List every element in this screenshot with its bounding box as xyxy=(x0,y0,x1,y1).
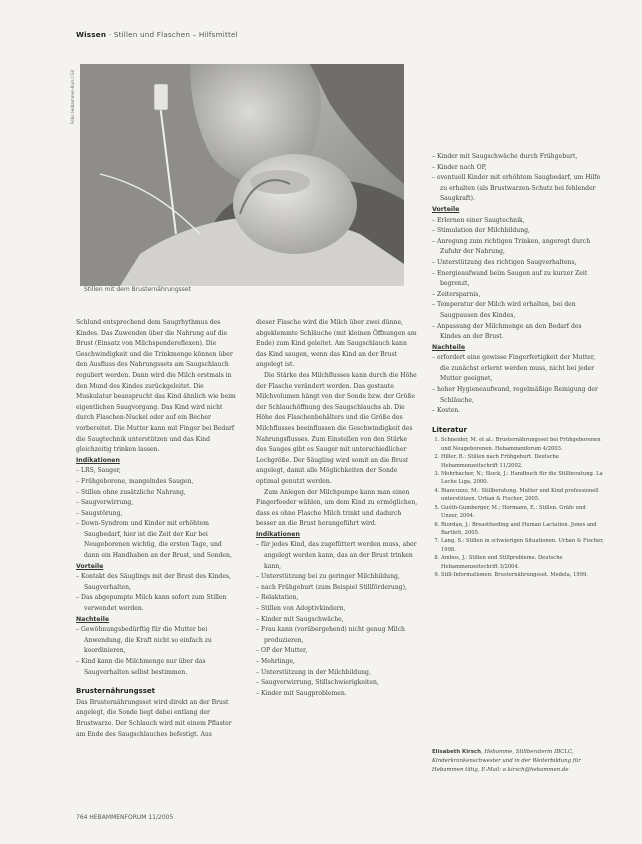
col3-advantages-list xyxy=(432,216,604,343)
literature-item: 3. Mohrbacher, N.; Stock, J.: Handbuch für die Stillberatung. La Leche Liga, 2000. xyxy=(441,470,604,487)
literature-list xyxy=(432,436,604,579)
header-subsection: · Stillen und Flaschen – Hilfsmittel xyxy=(108,30,238,39)
literature-item: 9. Still-Informationen: Brusternährungsset. Medela, 1999. xyxy=(441,571,604,579)
list-item: – Mehrlinge, xyxy=(256,657,419,668)
list-item: – Frau kann (vorübergehend) nicht genug Milch produzieren, xyxy=(256,625,419,646)
running-header xyxy=(76,30,238,39)
column-2 xyxy=(256,318,419,699)
list-item: – Gewöhnungsbedürftig für die Mutter bei Anwendung, die Kraft nicht so einfach zu koordinieren, xyxy=(76,625,238,657)
literature-item: 5. Guóth-Gumberger, M.; Hormann, E.: Stillen. Gräfe und Unzer, 2004. xyxy=(441,504,604,521)
author-name: Elisabeth Kirsch xyxy=(432,749,481,755)
literature-heading: Literatur xyxy=(432,425,467,434)
col3-continued-list xyxy=(432,152,604,205)
photo-caption: Stillen mit dem Brusternährungsset xyxy=(84,286,191,293)
list-item: – hoher Hygieneaufwand, regelmäßige Reinigung der Schläuche, xyxy=(432,385,604,406)
col2-paragraph-2: Die Stärke des Milchflusses kann durch die Höhe der Flasche verändert werden. Das gestaute Milchvolumen hängt von der Sonde bzw. der Größe der Schlauchöffnung des Saugschlauchs ab. Die Höhe des Flaschenbehälters und die Größe des Milchflusses beeinflussen die Geschwindigkeit des Nahrungsflusses. Zum Einstellen von den Stärke des Sauges gibt es Sauger mit unterschiedlicher Lochgröße. Der Säugling wird somit an die Brust angelegt, damit alle Möglichkeiten der Sonde optimal genutzt werden. xyxy=(256,371,417,485)
col3-advantages-heading: Vorteile xyxy=(432,205,460,213)
col2-paragraph-3: Zum Anlegen der Milchpumpe kann man einen Fingerfeeder wählen, um dem Kind zu ermöglichen, dass es ohne Flasche Milch trinkt und dadurch besser an die Brust herangeführt wird. xyxy=(256,488,418,528)
col1-disadvantages-list xyxy=(76,625,238,678)
breastfeeding-photo xyxy=(80,64,404,286)
list-item: – Kind kann die Milchmenge nur über das Saugverhalten selbst bestimmen. xyxy=(76,657,238,678)
list-item: – Kinder nach OP, xyxy=(432,163,604,174)
photo-credit: Foto: Hebammen-Kurs / Gil xyxy=(70,70,75,124)
list-item: – Energieaufwand beim Saugen auf zu kurzer Zeit begrenzt, xyxy=(432,269,604,290)
column-3 xyxy=(432,152,604,579)
column-1 xyxy=(76,318,238,740)
list-item: – Kinder mit Saugproblemen. xyxy=(256,689,419,700)
list-item: – OP der Mutter, xyxy=(256,646,419,657)
list-item: – Temperatur der Milch wird erhalten, bei den Saugpausen des Kindes, xyxy=(432,300,604,321)
col2-indications-heading: Indikationen xyxy=(256,530,300,538)
list-item: – erfordert eine gewisse Fingerfertigkeit der Mutter, die zunächst erlernt werden muss, nicht bei jeder Mutter geeignet, xyxy=(432,353,604,385)
col1-advantages-list xyxy=(76,572,238,614)
col1-indications-heading: Indikationen xyxy=(76,456,120,464)
journal-name: HEBAMMENFORUM 11/2005 xyxy=(89,814,174,821)
list-item: – Saugstörung, xyxy=(76,509,238,520)
list-item: – Anregung zum richtigen Trinken, angeregt durch Zufuhr der Nahrung, xyxy=(432,237,604,258)
literature-item: 2. Hiller, B.: Stillen nach Frühgeburt. Deutsche Hebammenzeitschrift 11/2002. xyxy=(441,453,604,470)
literature-item: 7. Lang, S.: Stillen in schwierigen Situationen. Urban & Fischer, 1998. xyxy=(441,537,604,554)
col1-disadvantages-heading: Nachteile xyxy=(76,615,110,623)
list-item: – Anpassung der Milchmenge an den Bedarf des Kindes an der Brust. xyxy=(432,322,604,343)
col1-section-text: Das Brusternährungsset wird direkt an der Brust angelegt, die Sonde liegt dabei entlang der Brustwarze. Der Schlauch wird mit einem Pflaster am Ende des Saugschlauches befestigt. Aus xyxy=(76,698,232,738)
list-item: – Relaktation, xyxy=(256,593,419,604)
list-item: – Erlernen einer Saugtechnik, xyxy=(432,216,604,227)
list-item: – Frühgeborene, mangelndes Saugen, xyxy=(76,477,238,488)
page-number: 764 xyxy=(76,814,88,821)
list-item: – Stillen von Adoptivkindern, xyxy=(256,604,419,615)
list-item: – eventuell Kinder mit erhöhtem Saugbedarf, um Hilfe zu erhalten (als Brustwarzen-Schutz bei fehlender Saugkraft). xyxy=(432,173,604,205)
col1-advantages-heading: Vorteile xyxy=(76,562,104,570)
list-item: – Saugverwirrung, xyxy=(76,498,238,509)
col1-section-heading: Brusternährungsset xyxy=(76,687,156,696)
col1-indications-list xyxy=(76,466,238,561)
list-item: – Stimulation der Milchbildung, xyxy=(432,226,604,237)
list-item: – Kinder mit Saugschwäche durch Frühgeburt, xyxy=(432,152,604,163)
list-item: – Kinder mit Saugschwäche, xyxy=(256,615,419,626)
col1-paragraph: Schlund entsprechend dem Saugrhythmus des Kindes. Das Zuwenden über die Nahrung auf die Brust (Einsatz von Milchspendereflexen). Die Geschwindigkeit und die Trinkmenge können über den Ausfluss des Nahrungssets am Saugschlauch reguliert werden. Dann wird die Milch erstmals in den Mund des Kindes zurückgeleitet. Die Muskulatur beansprucht das Kind ähnlich wie beim eigentlichen Saugvorgang. Das Kind wird nicht durch Flaschen-Nuckel oder auf ein Becher vorbereitet. Die Mutter kann mit Finger bei Bedarf die Saugtechnik unterstützen und das Kind gleichzeitig trinken lassen. xyxy=(76,319,236,454)
literature-item: 6. Riordan, J.: Breastfeeding and Human Lactation. Jones and Bartlett, 2005. xyxy=(441,521,604,538)
list-item: – nach Frühgeburt (zum Beispiel Stillförderung), xyxy=(256,583,419,594)
literature-item: 4. Biancuzzo, M.: Stillberatung. Mutter und Kind professionell unterstützen. Urban & Fischer, 2005. xyxy=(441,487,604,504)
page-footer xyxy=(76,814,173,821)
list-item: – Down-Syndrom und Kinder mit erhöhtem Saugbedarf, hier ist die Zeit der Kur bei Neugeborenen wichtig, die ersten Tage, und dann ein Handhaben an der Brust, und Sonden, xyxy=(76,519,238,561)
list-item: – Das abgepumpte Milch kann sofort zum Stillen verwendet werden. xyxy=(76,593,238,614)
list-item: – LRS, Sauger, xyxy=(76,466,238,477)
header-section: Wissen xyxy=(76,30,107,39)
list-item: – für jedes Kind, das zugefüttert werden muss, aber angelegt werden kann, das an der Brust trinken kann, xyxy=(256,540,419,572)
literature-item: 8. Ambos, J.: Stillen und Stillprobleme. Deutsche Hebammenzeitschrift 3/2004. xyxy=(441,554,604,571)
col3-disadvantages-heading: Nachteile xyxy=(432,343,466,351)
list-item: – Stillen ohne zusätzliche Nahrung, xyxy=(76,488,238,499)
col2-indications-list xyxy=(256,540,419,699)
list-item: – Kontakt des Säuglings mit der Brust des Kindes, Saugverhalten, xyxy=(76,572,238,593)
literature-item: 1. Schneider, M. et al.: Brusternährungsset bei Frühgeborenen und Neugeborenen. Hebammenforum 4/2003. xyxy=(441,436,604,453)
col2-paragraph-1: dieser Flasche wird die Milch über zwei dünne, abgeklemmte Schläuche (mit kleinen Öffnungen am Ende) zum Kind geleitet. Am Saugschlauch kann das Kind saugen, wenn das Kind an der Brust angelegt ist. xyxy=(256,319,417,369)
list-item: – Unterstützung in der Milchbildung, xyxy=(256,668,419,679)
list-item: – Saugverwirrung, Stillschwierigkeiten, xyxy=(256,678,419,689)
author-info: Hebamme, Stillberaterin IBCLC, Kinderkrankenschwester und in der Weiterbildung für Hebammen tätig, E-Mail: e.kirsch@hebammen.de xyxy=(432,749,581,773)
list-item: – Unterstützung bei zu geringer Milchbildung, xyxy=(256,572,419,583)
list-item: – Kosten. xyxy=(432,406,604,417)
list-item: – Unterstützung des richtigen Saugverhaltens, xyxy=(432,258,604,269)
col3-disadvantages-list xyxy=(432,353,604,417)
author-box: Elisabeth Kirsch, Hebamme, Stillberaterin IBCLC, Kinderkrankenschwester und in der Weiterbildung für Hebammen tätig, E-Mail: e.kirsch@hebammen.de xyxy=(432,749,581,773)
list-item: – Zeitersparnis, xyxy=(432,290,604,301)
